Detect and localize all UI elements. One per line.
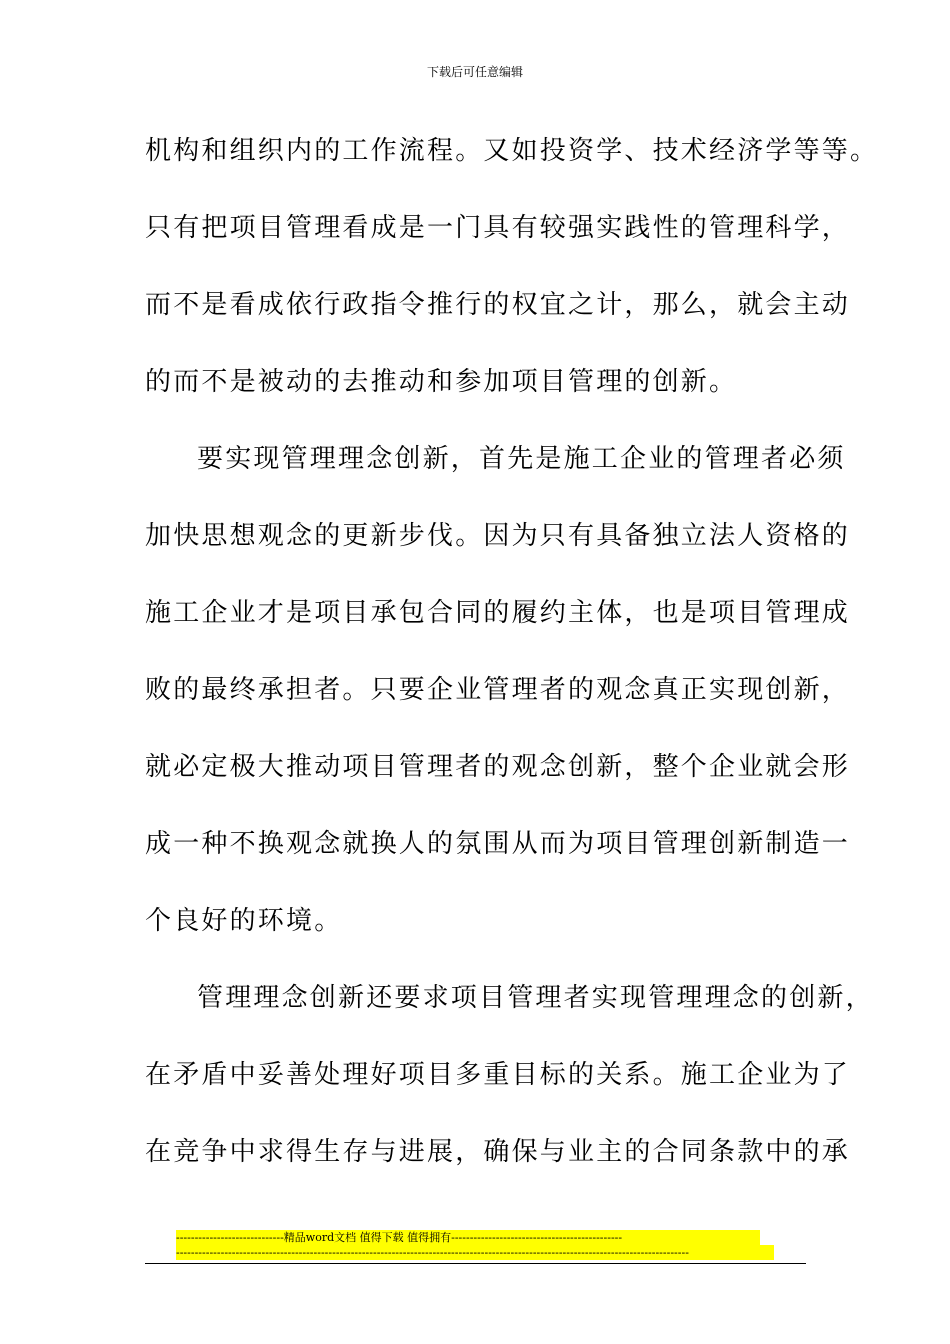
paragraph-line: 加快思想观念的更新步伐。因为只有具备独立法人资格的 <box>145 521 851 551</box>
paragraph-line: 而不是看成依行政指令推行的权宜之计，那么，就会主动 <box>145 290 851 320</box>
paragraph-line: 管理理念创新还要求项目管理者实现管理理念的创新， <box>197 983 874 1013</box>
footer-divider <box>145 1263 806 1264</box>
paragraph-line: 成一种不换观念就换人的氛围从而为项目管理创新制造一 <box>145 829 851 859</box>
page-header: 下载后可任意编辑 <box>426 65 523 79</box>
footer-dash-line: ------------------------------------------------------------------------------------------------------------------------------------------ <box>176 1245 774 1260</box>
paragraph-line: 个良好的环境。 <box>145 906 343 936</box>
paragraph-line: 就必定极大推动项目管理者的观念创新，整个企业就会形 <box>145 752 851 782</box>
paragraph-line: 要实现管理理念创新，首先是施工企业的管理者必须 <box>197 444 846 474</box>
paragraph-line: 只有把项目管理看成是一门具有较强实践性的管理科学， <box>145 213 851 243</box>
paragraph-line: 败的最终承担者。只要企业管理者的观念真正实现创新， <box>145 675 851 705</box>
paragraph-line: 在矛盾中妥善处理好项目多重目标的关系。施工企业为了 <box>145 1060 851 1090</box>
paragraph-line: 的而不是被动的去推动和参加项目管理的创新。 <box>145 367 738 397</box>
paragraph-line: 在竞争中求得生存与进展，确保与业主的合同条款中的承 <box>145 1137 851 1167</box>
paragraph-line: 机构和组织内的工作流程。又如投资学、技术经济学等等。 <box>145 136 879 166</box>
paragraph-line: 施工企业才是项目承包合同的履约主体，也是项目管理成 <box>145 598 851 628</box>
footer-banner: -----------------------------精品word文档 值得下载 值得拥有---------------------------------------------- <box>176 1230 760 1245</box>
document-body <box>145 113 879 1191</box>
